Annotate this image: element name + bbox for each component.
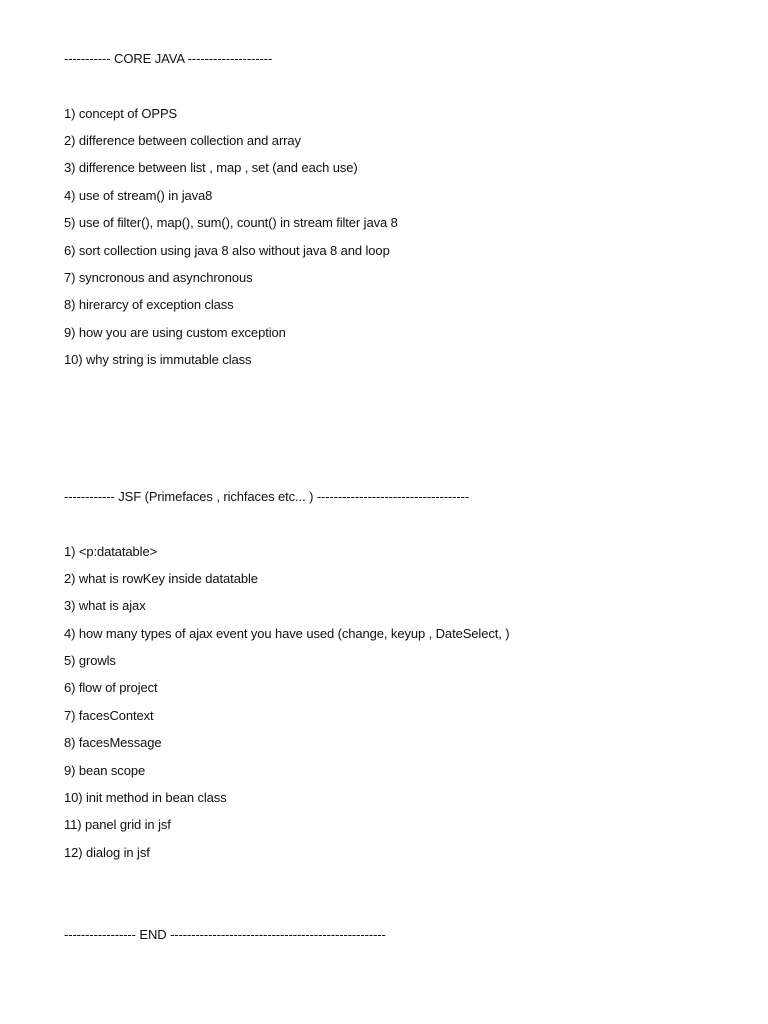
list-item: 2) what is rowKey inside datatable <box>64 571 258 586</box>
list-item: 8) facesMessage <box>64 735 162 750</box>
list-item: 6) flow of project <box>64 680 158 695</box>
list-item: 8) hirerarcy of exception class <box>64 297 234 312</box>
section-header-core-java: ----------- CORE JAVA -------------------- <box>64 51 273 66</box>
list-item: 1) concept of OPPS <box>64 106 178 121</box>
list-item: 11) panel grid in jsf <box>64 817 171 832</box>
list-item: 6) sort collection using java 8 also without java 8 and loop <box>64 243 390 258</box>
list-item: 2) difference between collection and array <box>64 133 301 148</box>
list-item: 7) facesContext <box>64 708 154 723</box>
list-item: 10) init method in bean class <box>64 790 227 805</box>
list-item: 1) <p:datatable> <box>64 544 158 559</box>
list-item: 4) use of stream() in java8 <box>64 188 213 203</box>
section-header-jsf: ------------ JSF (Primefaces , richfaces etc... ) ------------------------------------ <box>64 489 470 504</box>
list-item: 5) use of filter(), map(), sum(), count() in stream filter java 8 <box>64 215 398 230</box>
list-item: 9) bean scope <box>64 763 146 778</box>
end-footer: ----------------- END --------------------------------------------------- <box>64 927 386 942</box>
list-item: 7) syncronous and asynchronous <box>64 270 253 285</box>
list-item: 3) difference between list , map , set (and each use) <box>64 160 358 175</box>
list-item: 12) dialog in jsf <box>64 845 150 860</box>
list-item: 9) how you are using custom exception <box>64 325 286 340</box>
list-item: 4) how many types of ajax event you have used (change, keyup , DateSelect, ) <box>64 626 510 641</box>
list-item: 5) growls <box>64 653 116 668</box>
list-item: 10) why string is immutable class <box>64 352 252 367</box>
list-item: 3) what is ajax <box>64 598 146 613</box>
